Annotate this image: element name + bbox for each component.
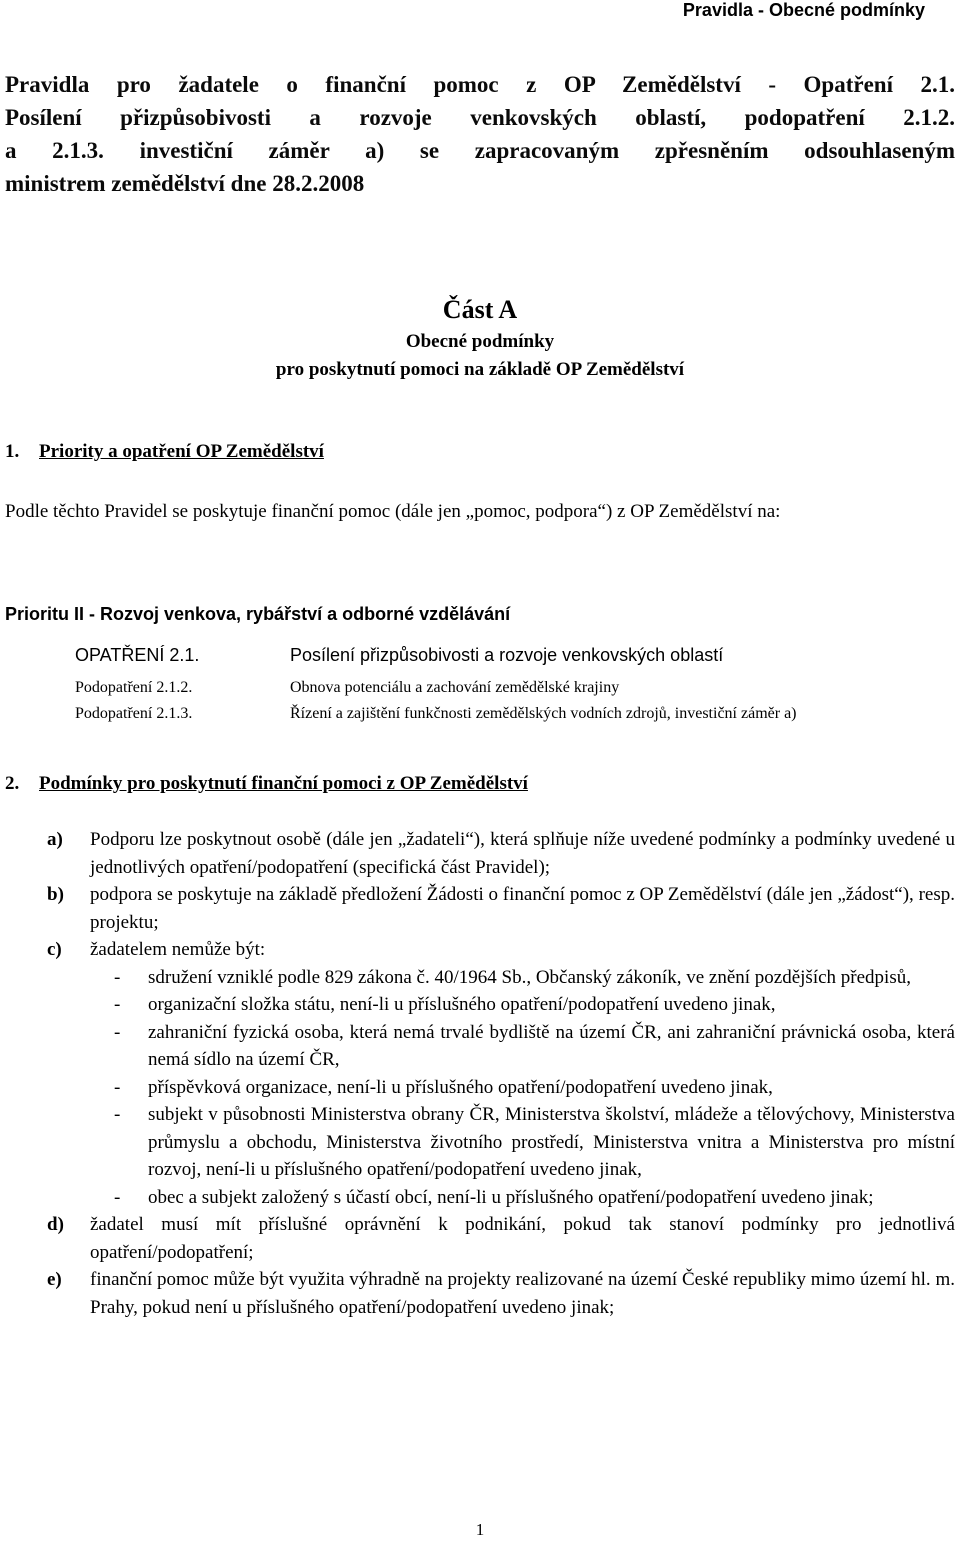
condition-letter: a) <box>47 829 63 850</box>
title-line: a 2.1.3. investiční záměr a) se zapracovaným zpřesněním odsouhlaseným <box>5 138 955 163</box>
condition-letter: e) <box>47 1269 62 1290</box>
section-title: Priority a opatření OP Zemědělství <box>39 441 324 462</box>
exclusion-text: zahraniční fyzická osoba, která nemá trvalé bydliště na území ČR, ani zahraniční právnická osoba, která nemá sídlo na území ČR, <box>148 1021 955 1070</box>
section-heading <box>5 773 528 795</box>
measure-name: Řízení a zajištění funkčnosti zemědělských vodních zdrojů, investiční záměr a) <box>290 705 797 722</box>
condition-text: Podporu lze poskytnout osobě (dále jen „žadateli“), která splňuje níže uvedené podmínky a podmínky uvedené u jednotlivých opatření/podopatření (specifická část Pravidel); <box>90 829 955 878</box>
condition-letter: c) <box>47 939 62 960</box>
exclusion-text: sdružení vzniklé podle 829 zákona č. 40/1964 Sb., Občanský zákoník, ve znění pozdějších předpisů, <box>148 966 911 988</box>
part-block <box>0 292 960 384</box>
document-title <box>5 68 955 200</box>
condition-text: finanční pomoc může být využita výhradně na projekty realizované na území České republiky mimo území hl. m. Prahy, pokud není u příslušného opatření/podopatření uvedeno jinak; <box>90 1269 955 1318</box>
exclusion-item: - příspěvková organizace, není-li u příslušného opatření/podopatření uvedeno jinak, <box>114 1076 773 1098</box>
exclusion-item: - obec a subjekt založený s účastí obcí, není-li u příslušného opatření/podopatření uvedeno jinak; <box>114 1186 874 1208</box>
condition-text: žadatel musí mít příslušné oprávnění k podnikání, pokud tak stanoví podmínky pro jednotlivá opatření/podopatření; <box>90 1214 955 1263</box>
exclusion-text: obec a subjekt založený s účastí obcí, není-li u příslušného opatření/podopatření uvedeno jinak; <box>148 1186 874 1208</box>
condition-item <box>5 936 955 1211</box>
measure-name: Obnova potenciálu a zachování zemědělské krajiny <box>290 679 620 696</box>
title-line: Posílení přizpůsobivosti a rozvoje venkovských oblastí, podopatření 2.1.2. <box>5 105 955 130</box>
title-line: Pravidla pro žadatele o finanční pomoc z OP Zemědělství - Opatření 2.1. <box>5 72 955 97</box>
exclusion-text: příspěvková organizace, není-li u příslušného opatření/podopatření uvedeno jinak, <box>148 1076 773 1098</box>
measure-code: OPATŘENÍ 2.1. <box>75 645 200 665</box>
part-subheading: Obecné podmínky <box>405 331 555 352</box>
title-line: ministrem zemědělství dne 28.2.2008 <box>5 171 365 196</box>
part-subheading: pro poskytnutí pomoci na základě OP Zemědělství <box>275 359 685 380</box>
exclusion-text: organizační složka státu, není-li u příslušného opatření/podopatření uvedeno jinak, <box>148 994 776 1015</box>
exclusion-item: - sdružení vzniklé podle 829 zákona č. 40/1964 Sb., Občanský zákoník, ve znění pozdějších předpisů, <box>114 966 911 988</box>
exclusion-text: subjekt v působnosti Ministerstva obrany ČR, Ministerstva školství, mládeže a tělovýchovy, Ministerstva průmyslu a obchodu, Ministerstva životního prostředí, Ministerstva vnitra a Ministerstva pro místní rozvoj, není-li u příslušného opatření/podopatření uvedeno jinak, <box>148 1104 955 1180</box>
exclusion-item: - subjekt v působnosti Ministerstva obrany ČR, Ministerstva školství, mládeže a tělovýchovy, Ministerstva průmyslu a obchodu, Ministerstva životního prostředí, Ministerstva vnitra a Ministerstva pro místní rozvoj, není-li u příslušného opatření/podopatření uvedeno jinak, <box>114 1104 955 1180</box>
intro-paragraph: Podle těchto Pravidel se poskytuje finanční pomoc (dále jen „pomoc, podpora“) z OP Zemědělství na: <box>5 501 781 522</box>
condition-text: podpora se poskytuje na základě předložení Žádosti o finanční pomoc z OP Zemědělství (dále jen „žádost“), resp. projektu; <box>90 884 955 933</box>
section-number: 1. <box>5 441 20 462</box>
page-number: 1 <box>475 1520 485 1539</box>
section-number: 2. <box>5 773 20 794</box>
condition-item <box>5 826 955 881</box>
condition-item <box>5 881 955 936</box>
conditions-list <box>5 826 955 1321</box>
measure-code: Podopatření 2.1.2. <box>75 679 193 696</box>
condition-letter: d) <box>47 1214 64 1235</box>
section-heading <box>5 441 324 463</box>
measure-name: Posílení přizpůsobivosti a rozvoje venkovských oblastí <box>290 645 724 665</box>
part-heading: Část A <box>442 295 518 324</box>
exclusion-list <box>90 964 955 1212</box>
running-header: Pravidla - Obecné podmínky <box>682 0 925 20</box>
condition-text: žadatelem nemůže být: <box>90 939 266 960</box>
condition-item <box>5 1266 955 1321</box>
condition-item <box>5 1211 955 1266</box>
measure-code: Podopatření 2.1.3. <box>75 705 193 722</box>
condition-letter: b) <box>47 884 64 905</box>
exclusion-item: - organizační složka státu, není-li u příslušného opatření/podopatření uvedeno jinak, <box>114 994 776 1015</box>
priority-heading: Prioritu II - Rozvoj venkova, rybářství a odborné vzdělávání <box>5 604 511 624</box>
exclusion-item: - zahraniční fyzická osoba, která nemá trvalé bydliště na území ČR, ani zahraniční právnická osoba, která nemá sídlo na území ČR, <box>114 1021 955 1070</box>
section-title: Podmínky pro poskytnutí finanční pomoci z OP Zemědělství <box>39 773 528 794</box>
